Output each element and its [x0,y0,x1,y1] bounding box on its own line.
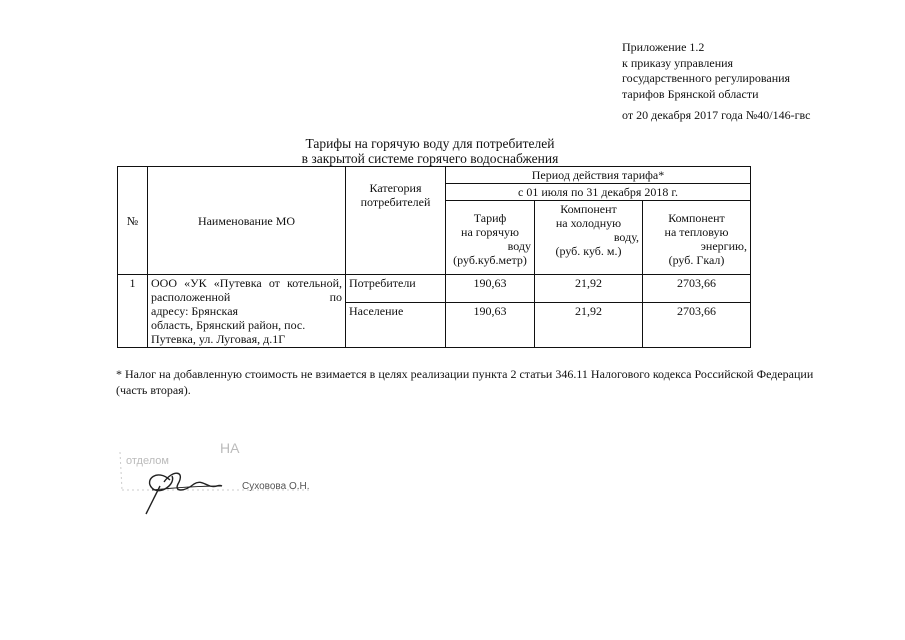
header-period: Период действия тарифа* [446,167,751,184]
header-heat-l2: на тепловую [664,225,729,239]
authority-line-2: тарифов Брянской области [622,86,759,101]
header-number: № [118,167,148,275]
header-tariff-unit: (руб.куб.метр) [453,253,527,267]
tariff-value: 190,63 [446,303,535,348]
cold-value: 21,92 [535,275,643,303]
mo-line-4: Путевка, ул. Луговая, д.1Г [151,332,286,346]
heat-value: 2703,66 [643,303,751,348]
cold-value: 21,92 [535,303,643,348]
header-cold-l1: Компонент [560,202,617,216]
order-date: от 20 декабря 2017 года №40/146-гвс [622,108,811,122]
tariff-table [117,166,751,348]
tariff-value: 190,63 [446,275,535,303]
title-line-1: Тарифы на горячую воду для потребителей [305,136,555,151]
title-line-2: в закрытой системе горячего водоснабжения [301,151,559,166]
header-mo-name: Наименование МО [148,167,346,275]
stamp-faint-dept: отделом [126,455,169,467]
header-cold-l2: на холодную [555,216,622,230]
approval-stamp [112,440,312,520]
header-dates: с 01 июля по 31 декабря 2018 г. [446,184,751,201]
mo-line-1: ООО «УК «Путевка от котельной, расположенной по [151,276,342,304]
header-tariff [446,201,535,275]
header-tariff-l1: Тариф [473,211,507,225]
authority-line-1: государственного регулирования [622,71,791,85]
mo-line-3: область, Брянский район, пос. [151,318,306,332]
header-tariff-l2: на горячую [461,225,519,239]
header-category: Категория потребителей [346,167,446,275]
document-title [200,136,660,166]
header-cold-unit: (руб. куб. м.) [555,244,622,258]
header-heat-l1: Компонент [668,211,725,225]
row-mo-name [148,275,346,348]
stamp-faint-text: НА [220,440,240,456]
order-reference [622,40,810,124]
header-cold [535,201,643,275]
signer-name: Суховова О.Н. [242,481,310,492]
mo-line-2: адресу: Брянская [151,304,239,318]
vat-footnote: * Налог на добавленную стоимость не взимается в целях реализации пункта 2 статьи 346.11 Налогового кодекса Российской Федерации (часть вторая). [116,367,814,397]
header-heat-unit: (руб. Гкал) [668,253,725,267]
header-heat [643,201,751,275]
header-heat-l3: энергию, [700,239,747,253]
header-cold-l3: воду, [613,230,639,244]
heat-value: 2703,66 [643,275,751,303]
category-cell: Население [346,303,446,348]
appendix-number: Приложение 1.2 [622,40,705,54]
header-tariff-l3: воду [507,239,531,253]
category-cell: Потребители [346,275,446,303]
signature-icon [112,440,312,520]
order-line: к приказу управления [622,55,734,70]
row-number: 1 [118,275,148,348]
table-row [118,275,751,303]
